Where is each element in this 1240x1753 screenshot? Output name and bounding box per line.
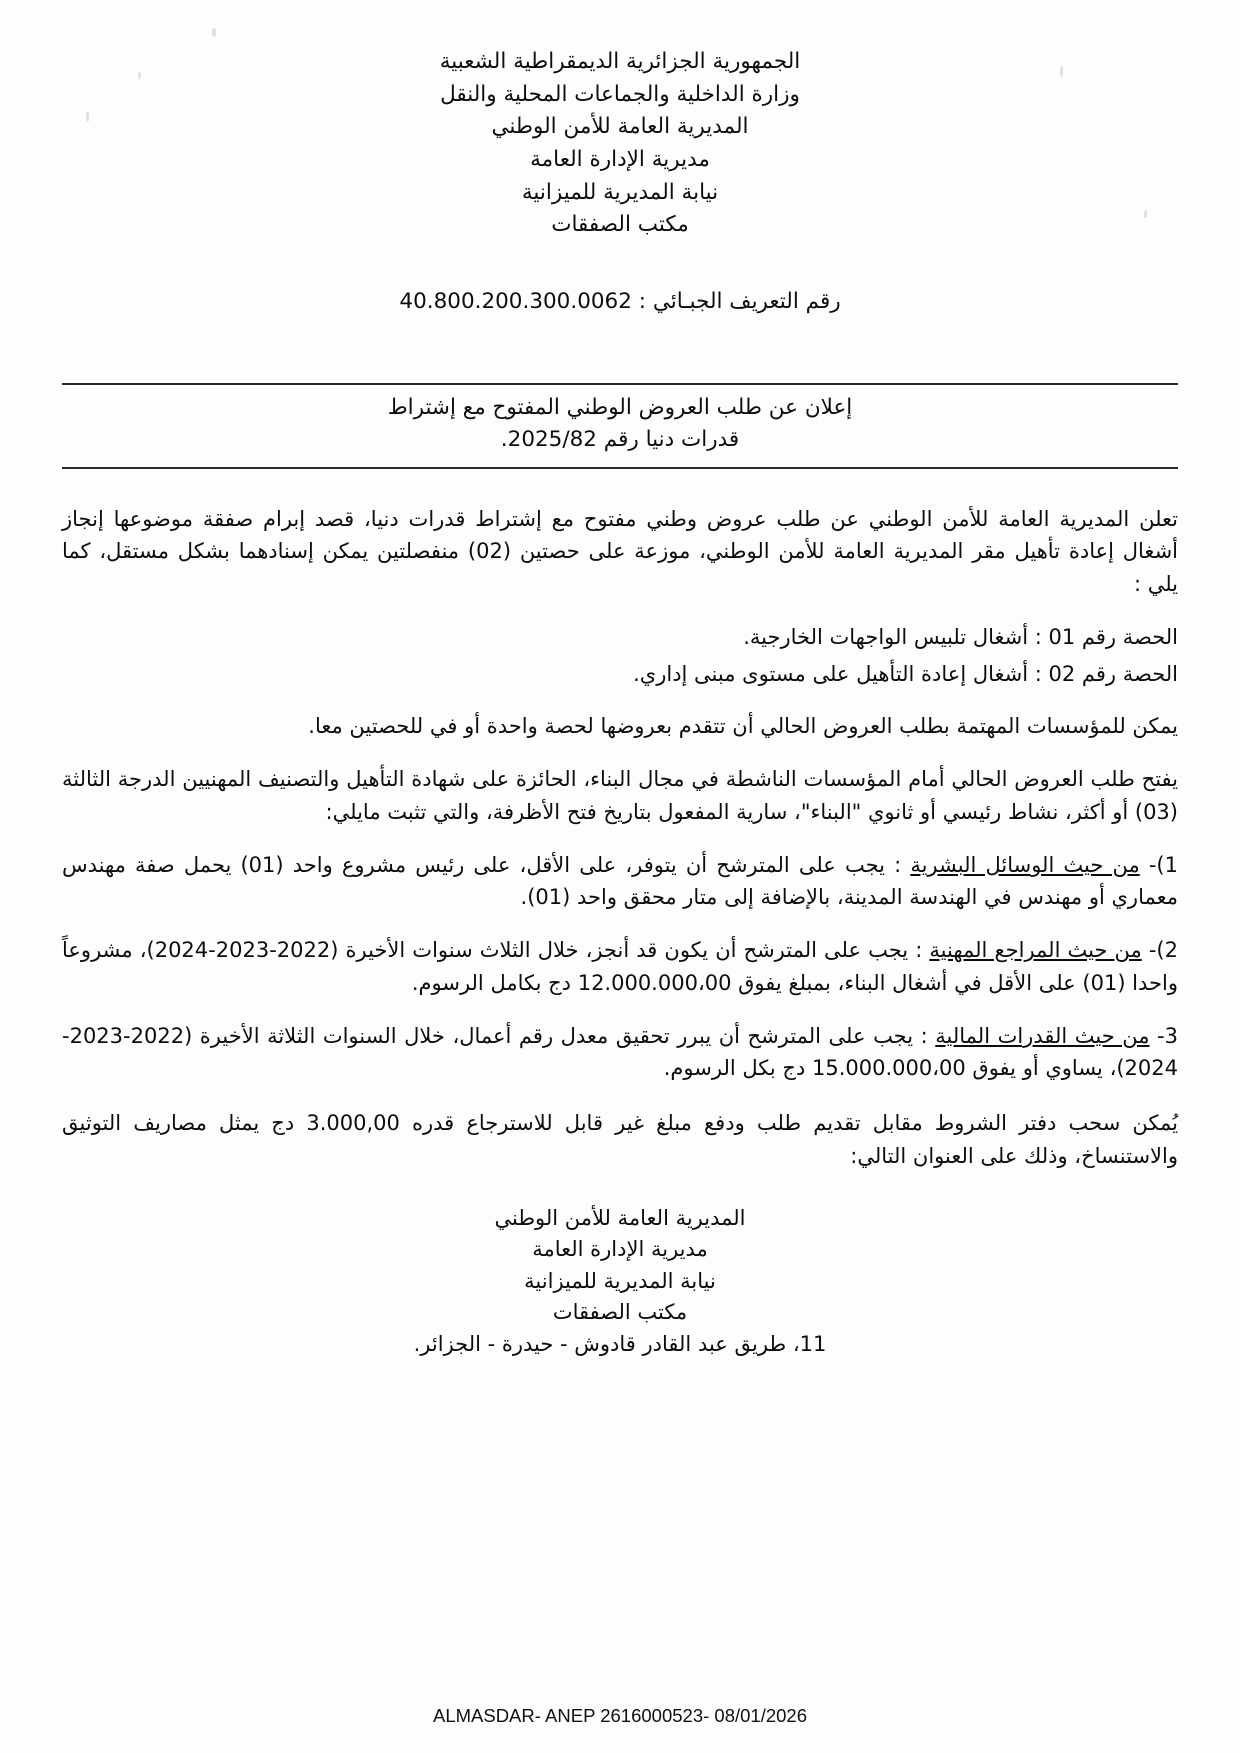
document-content: [62, 46, 1178, 1360]
requirement-3-label: من حيث القدرات المالية: [935, 1023, 1150, 1048]
organisation-header: [62, 46, 1178, 242]
header-line-administration: مديرية الإدارة العامة: [530, 147, 710, 173]
requirement-financial-capacity: [62, 1020, 1178, 1086]
address-block: [62, 1203, 1178, 1361]
page-title: [62, 385, 1178, 461]
header-line-contracts-office: مكتب الصفقات: [551, 212, 689, 238]
paragraph-eligibility: يفتح طلب العروض الحالي أمام المؤسسات الناشطة في مجال البناء، الحائزة على شهادة التأهيل والتصنيف المهنيين الدرجة الثالثة (03) أو أكثر، نشاط رئيسي أو ثانوي "البناء"، سارية المفعول بتاريخ فتح الأظرفة، والتي تثبت مايلي:: [62, 767, 1178, 824]
footer-anep-reference: ALMASDAR- ANEP 2616000523- 08/01/2026: [432, 1705, 808, 1726]
paragraph-participation: يمكن للمؤسسات المهتمة بطلب العروض الحالي أن تتقدم بعروضها لحصة واحدة أو في للحصتين معا.: [308, 714, 1178, 739]
tax-identification-number: رقم التعريف الجبـائي : 40.800.200.300.0062: [399, 289, 841, 315]
requirement-3-prefix: 3-: [1149, 1023, 1178, 1048]
paragraph-intro: تعلن المديرية العامة للأمن الوطني عن طلب عروض وطني مفتوح مع إشتراط قدرات دنيا، قصد إبرام صفقة موضوعها إنجاز أشغال إعادة تأهيل مقر المديرية العامة للأمن الوطني، موزعة على حصتين (02) منفصلتين يمكن إسنادهما بشكل مستقل، كما يلي :: [62, 506, 1178, 597]
address-line-budget: نيابة المديرية للميزانية: [524, 1268, 716, 1293]
requirement-professional-references: [62, 934, 1178, 1000]
address-line-administration: مديرية الإدارة العامة: [532, 1237, 708, 1262]
title-rule-bottom: [62, 467, 1178, 469]
requirement-1-prefix: 1)-: [1139, 852, 1178, 877]
scan-speck: [212, 28, 216, 37]
requirement-1-text: : يجب على المترشح أن يتوفر، على الأقل، على رئيس مشروع واحد (01) يحمل صفة مهندس معماري أو مهندس في الهندسة المدينة، بالإضافة إلى متار محقق واحد (01).: [62, 852, 1178, 910]
page-title-line-2: قدرات دنيا رقم 2025/82.: [500, 427, 740, 453]
header-line-budget: نيابة المديرية للميزانية: [521, 179, 719, 205]
lot-02: الحصة رقم 02 : أشغال إعادة التأهيل على مستوى مبنى إداري.: [633, 661, 1178, 686]
address-line-contracts-office: مكتب الصفقات: [552, 1300, 688, 1325]
address-line-directorate-general: المديرية العامة للأمن الوطني: [494, 1205, 746, 1230]
lot-01: الحصة رقم 01 : أشغال تلبيس الواجهات الخارجية.: [743, 624, 1178, 649]
requirement-2-prefix: 2)-: [1141, 938, 1178, 963]
header-line-ministry: وزارة الداخلية والجماعات المحلية والنقل: [440, 81, 800, 107]
requirement-1-label: من حيث الوسائل البشرية: [910, 852, 1140, 877]
requirement-2-text: : يجب على المترشح أن يكون قد أنجز، خلال الثلاث سنوات الأخيرة (2022-2023-2024)، مشروعاً واحدا (01) على الأقل في أشغال البناء، بمبلغ يفوق 12.000.000،00 دج بكامل الرسوم.: [62, 938, 1178, 995]
header-line-republic: الجمهورية الجزائرية الديمقراطية الشعبية: [439, 49, 801, 74]
requirement-human-resources: [62, 849, 1178, 915]
paragraph-tender-document-withdrawal: يُمكن سحب دفتر الشروط مقابل تقديم طلب ودفع مبلغ غير قابل للاسترجاع قدره 3.000,00 دج يمثل مصاريف التوثيق والاستنساخ، وذلك على العنوان التالي:: [62, 1111, 1178, 1168]
header-line-directorate-general: المديرية العامة للأمن الوطني: [491, 114, 749, 140]
document-body: [62, 503, 1178, 1361]
requirement-3-text: : يجب على المترشح أن يبرر تحقيق معدل رقم أعمال، خلال السنوات الثلاثة الأخيرة (2022-2023-2024)، يساوي أو يفوق 15.000.000،00 دج بكل الرسوم.: [62, 1023, 1178, 1081]
requirement-2-label: من حيث المراجع المهنية: [929, 938, 1142, 963]
page-title-line-1: إعلان عن طلب العروض الوطني المفتوح مع إشتراط: [387, 395, 853, 421]
address-line-street: 11، طريق عبد القادر قادوش - حيدرة - الجزائر.: [413, 1331, 827, 1356]
